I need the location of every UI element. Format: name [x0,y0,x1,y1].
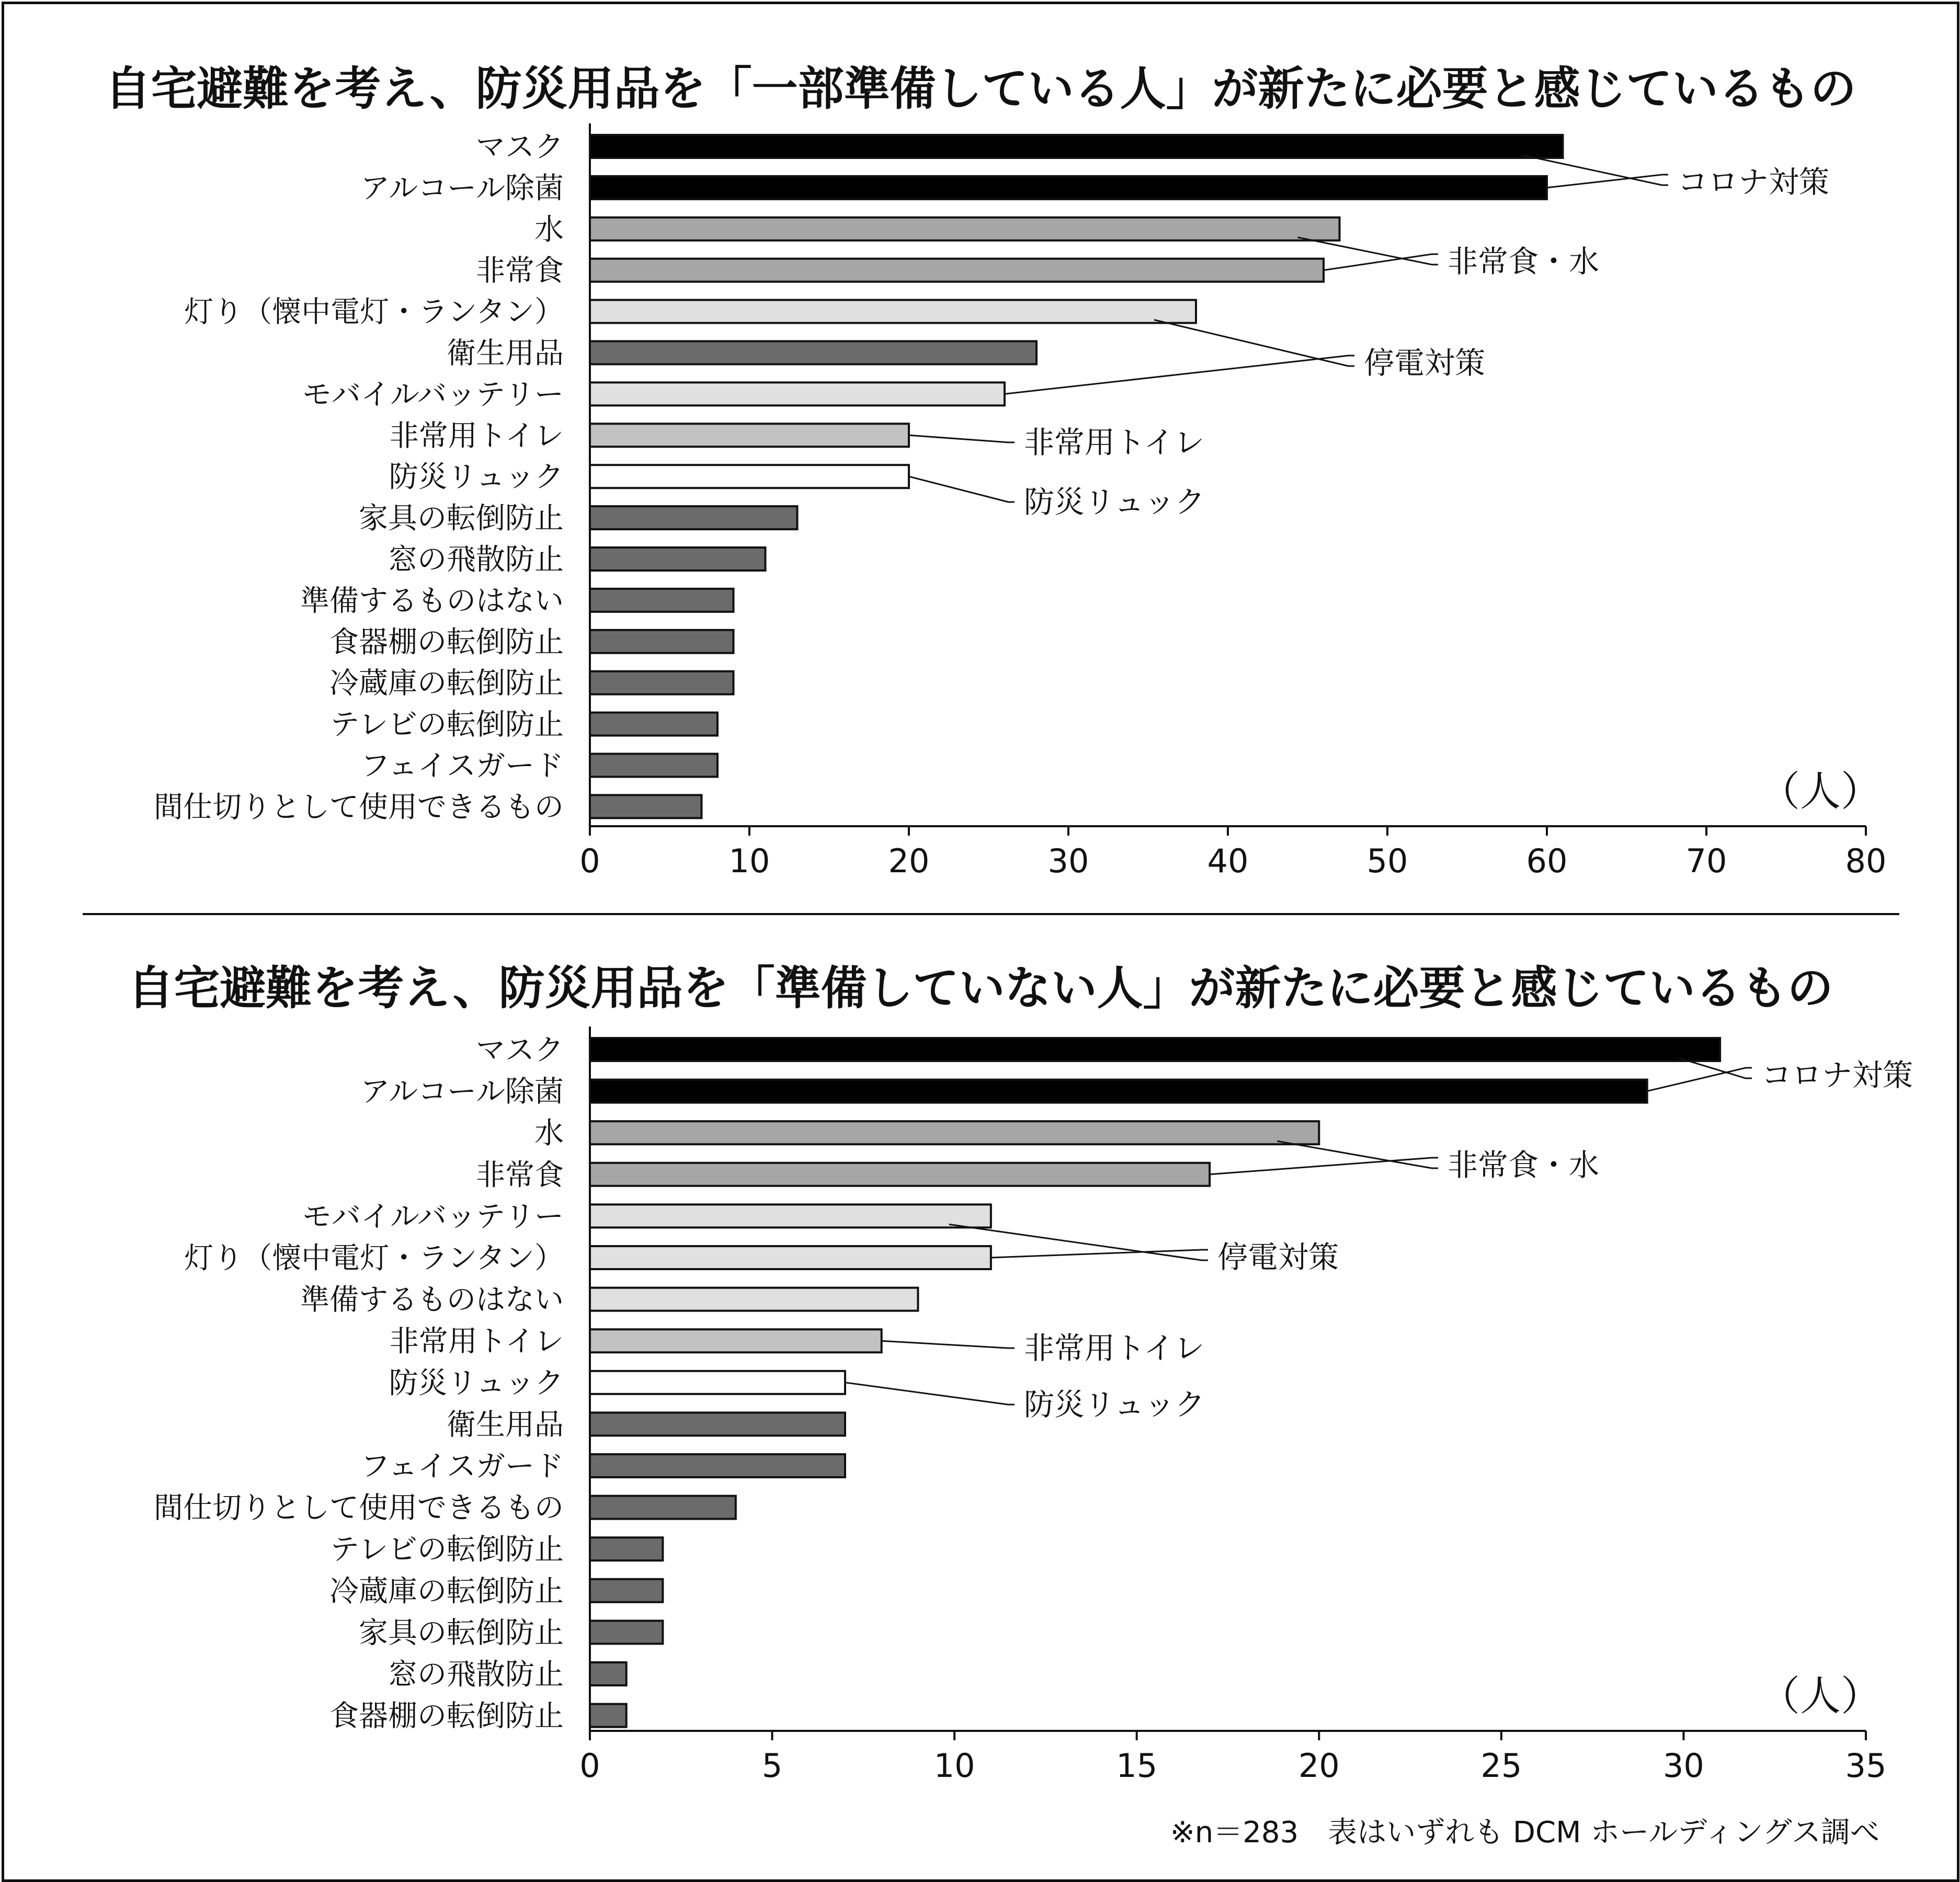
category-label: 水 [534,1116,564,1151]
annotation-label: 非常食・水 [1448,244,1600,279]
category-label: 非常用トイレ [389,1325,564,1359]
category-label: モバイルバッテリー [302,378,564,412]
bar [590,1038,1720,1061]
leader-line [1547,175,1668,188]
bar [590,548,766,571]
category-label: 食器棚の転倒防止 [329,625,564,659]
category-label: 灯り（懐中電灯・ランタン） [184,1241,564,1275]
x-tick-label: 70 [1685,842,1727,880]
leader-line [1647,1068,1752,1091]
leader-line [882,1341,1015,1348]
category-label: 窓の飛散防止 [388,1658,564,1692]
category-label: 防災リュック [389,460,564,495]
bar [590,754,717,777]
category-label: 家具の転倒防止 [359,501,564,536]
chart-2-plot [4,904,1957,1793]
category-label: 食器棚の転倒防止 [329,1699,564,1733]
bar [590,341,1036,364]
x-tick-label: 50 [1366,842,1408,880]
annotation-label: 非常用トイレ [1024,425,1205,460]
bar [590,1704,626,1727]
chart-1-title: 自宅避難を考え、防災用品を「一部準備している人」が新たに必要と感じているもの [105,62,1856,116]
category-label: マスク [476,1033,564,1067]
bar [590,1288,918,1311]
x-tick-label: 20 [888,842,930,880]
unit-label: （人） [1759,768,1882,815]
annotation-label: 停電対策 [1217,1239,1339,1275]
x-tick-label: 5 [761,1747,783,1785]
category-label: 非常食 [476,1158,564,1192]
annotation-label: コロナ対策 [1761,1057,1913,1093]
x-tick-label: 15 [1116,1747,1158,1785]
category-label: 衛生用品 [447,336,564,371]
annotation-label: 非常用トイレ [1024,1330,1205,1366]
chart-2-title: 自宅避難を考え、防災用品を「準備していない人」が新たに必要と感じているもの [128,961,1833,1015]
x-tick-label: 0 [579,1747,600,1785]
leader-line [845,1383,1015,1405]
x-tick-label: 10 [933,1747,975,1785]
category-label: アルコール除菌 [360,171,564,206]
category-label: 水 [534,212,564,247]
annotation-label: 防災リュック [1024,484,1205,520]
category-label: マスク [476,130,564,164]
bar [590,1621,663,1644]
category-label: 非常食 [476,254,564,288]
bar [590,1496,736,1519]
figure-frame [2,2,1959,1882]
leader-line [909,476,1015,502]
bar [590,1163,1210,1186]
category-label: 準備するものはない [300,1283,564,1317]
bar [590,424,909,447]
category-label: フェイスガード [360,1450,564,1484]
bar [590,1454,845,1477]
bar [590,506,797,529]
annotation-label: 非常食・水 [1448,1147,1600,1183]
category-label: 準備するものはない [300,584,564,618]
unit-label: （人） [1759,1673,1882,1720]
category-label: テレビの転倒防止 [330,708,564,742]
bar [590,300,1196,323]
x-tick-label: 30 [1047,842,1089,880]
bar [590,1371,845,1394]
bar [590,713,717,736]
leader-line [1005,356,1354,394]
bar [590,1329,882,1352]
annotation-label: コロナ対策 [1678,164,1830,200]
bar [590,1246,991,1269]
leader-line [1277,1141,1438,1168]
bar [590,1121,1319,1144]
source-footnote: ※n＝283 表はいずれも DCM ホールディングス調べ [1170,1816,1879,1850]
x-tick-label: 25 [1480,1747,1522,1785]
category-label: 衛生用品 [447,1408,564,1442]
bar [590,1204,991,1227]
category-label: 家具の転倒防止 [359,1616,564,1650]
bar [590,1412,845,1435]
leader-line [1210,1158,1438,1174]
bar [590,218,1340,241]
x-tick-label: 35 [1845,1747,1887,1785]
leader-line [909,435,1015,442]
annotation-label: 防災リュック [1024,1387,1205,1422]
chart-1-plot [4,4,1957,893]
bar [590,1080,1647,1103]
bar [590,176,1547,199]
category-label: 防災リュック [389,1366,564,1400]
bar [590,630,734,653]
bar [590,671,734,694]
bar [590,135,1563,158]
category-label: 間仕切りとして使用できるもの [154,790,564,825]
x-tick-label: 40 [1207,842,1249,880]
x-tick-label: 20 [1298,1747,1340,1785]
category-label: テレビの転倒防止 [330,1533,564,1567]
x-tick-label: 10 [728,842,770,880]
category-label: 冷蔵庫の転倒防止 [329,666,564,701]
category-label: 非常用トイレ [389,419,564,453]
bar [590,465,909,488]
category-label: 間仕切りとして使用できるもの [154,1491,564,1525]
annotation-label: 停電対策 [1364,345,1486,381]
x-tick-label: 0 [579,842,600,880]
bar [590,1662,626,1685]
bar [590,1579,663,1602]
category-label: フェイスガード [360,749,564,783]
bar [590,589,734,612]
x-tick-label: 80 [1845,842,1887,880]
bar [590,382,1005,405]
bar [590,1537,663,1560]
x-tick-label: 60 [1526,842,1568,880]
category-label: 窓の飛散防止 [388,543,564,577]
category-label: 灯り（懐中電灯・ランタン） [184,295,564,329]
bar [590,795,702,818]
category-label: モバイルバッテリー [302,1200,564,1234]
leader-line [1154,320,1354,366]
category-label: 冷蔵庫の転倒防止 [329,1574,564,1609]
bar [590,259,1324,282]
x-tick-label: 30 [1662,1747,1704,1785]
category-label: アルコール除菌 [360,1075,564,1109]
